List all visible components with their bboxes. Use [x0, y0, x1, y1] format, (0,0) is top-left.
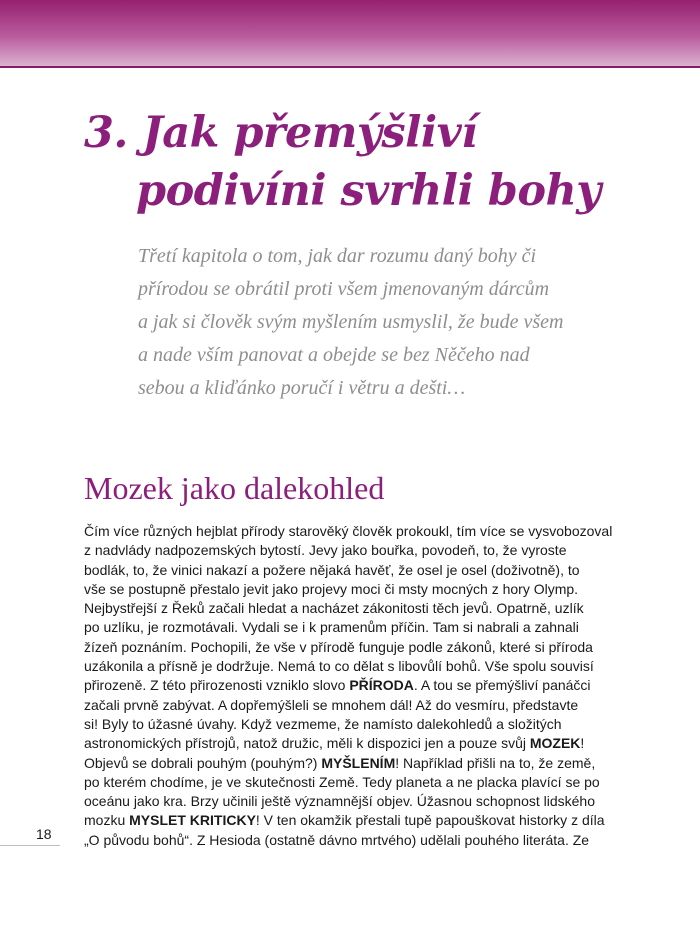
page-number: 18 — [36, 826, 52, 842]
body-line — [84, 831, 644, 850]
header-band — [0, 0, 700, 66]
body-line — [84, 696, 644, 715]
chapter-title-line-1: 3. Jak přemýšliví — [84, 108, 478, 158]
body-line — [84, 811, 644, 830]
intro-line: a nade vším panovat a obejde se bez Něčeho nad — [138, 344, 530, 366]
body-text-run: mozku — [84, 812, 130, 829]
body-text-run: ! Například přišli na to, že země, — [395, 754, 596, 771]
body-text-run: přirozeně. Z této přirozenosti vzniklo slovo — [84, 677, 350, 694]
page-number-rule — [0, 845, 60, 846]
body-text-run: astronomických přístrojů, natož družic, měli k dispozici jen a pouze svůj — [84, 735, 530, 752]
body-text-run: začali prvně zabývat. A dopřemýšleli se mnohem dál! Až do vesmíru, představte — [84, 696, 579, 713]
bold-term: MYSLET KRITICKY — [129, 812, 256, 829]
body-text-run: Čím více různých hejblat přírody starověký člověk prokoukl, tím více se vysvobozoval — [84, 523, 613, 539]
body-text-run: Nejbystřejší z Řeků začali hledat a nacházet zákonitosti těch jevů. Opatrně, uzlík — [84, 600, 584, 617]
body-line — [84, 754, 644, 773]
body-line — [84, 618, 644, 637]
body-line — [84, 541, 644, 560]
body-line — [84, 734, 644, 753]
body-line — [84, 599, 644, 618]
header-rule — [0, 66, 700, 68]
body-text-run: uzákonila a přísně je dodržuje. Nemá to co dělat s libovůlí bohů. Vše spolu souvisí — [84, 658, 594, 675]
body-text-run: . A tou se přemýšliví panáčci — [413, 677, 591, 694]
body-line — [84, 715, 644, 734]
section-heading: Mozek jako dalekohled — [84, 470, 385, 506]
body-line — [84, 580, 644, 599]
body-line — [84, 657, 644, 676]
body-line — [84, 676, 644, 695]
body-text-run: z nadvlády nadpozemských bytostí. Jevy jako bouřka, povodeň, to, že vyroste — [84, 542, 567, 559]
intro-line: přírodou se obrátil proti všem jmenovaným dárcům — [138, 278, 550, 300]
body-text-run: Objevů se dobrali pouhým (pouhým?) — [84, 754, 322, 771]
intro-line: a jak si člověk svým myšlením usmyslil, že bude všem — [138, 311, 564, 333]
body-text-run: ! V ten okamžik přestali tupě papouškovat historky z díla — [255, 812, 605, 829]
body-line — [84, 638, 644, 657]
body-text-run: si! Byly to úžasné úvahy. Když vezmeme, že namísto dalekohledů a složitých — [84, 715, 562, 732]
body-line — [84, 773, 644, 792]
body-text-run: žízeň poznáním. Pochopili, že vše v přírodě funguje podle zákonů, které si příroda — [84, 638, 593, 655]
body-text-run: oceánu jako kra. Brzy učinili ještě významnější objev. Úžasnou schopnost lidského — [84, 793, 595, 810]
intro-line: sebou a kliďánko poručí i větru a dešti… — [138, 377, 466, 399]
body-line — [84, 522, 644, 541]
bold-term: MYŠLENÍM — [321, 754, 396, 771]
chapter-title — [84, 104, 674, 220]
body-line — [84, 561, 644, 580]
bold-term: MOZEK — [529, 735, 581, 752]
body-text-run: vše se postupně přestalo jevit jako projevy moci či msty mocných z hory Olymp. — [84, 580, 579, 597]
chapter-intro — [138, 240, 618, 405]
bold-term: PŘÍRODA — [349, 677, 414, 694]
body-text-run: po uzlíku, je rozmotávali. Vydali se i k pramenům příčin. Tam si nabrali a zahnali — [84, 619, 579, 636]
body-text-run: ! — [580, 735, 585, 752]
body-text-run: „O původu bohů“. Z Hesioda (ostatně dávno mrtvého) udělali pouhého literáta. Ze — [84, 831, 590, 848]
body-paragraph — [84, 522, 644, 850]
body-line — [84, 792, 644, 811]
chapter-title-line-2: podivíni svrhli bohy — [136, 166, 601, 216]
intro-line: Třetí kapitola o tom, jak dar rozumu daný bohy či — [138, 245, 537, 267]
body-text-run: po kterém chodíme, je ve skutečnosti Země. Tedy planeta a ne placka plavící se po — [84, 773, 600, 790]
body-text-run: bodlák, to, že vinici nakazí a požere nějaká havěť, že osel je osel (doživotně), to — [84, 561, 580, 578]
